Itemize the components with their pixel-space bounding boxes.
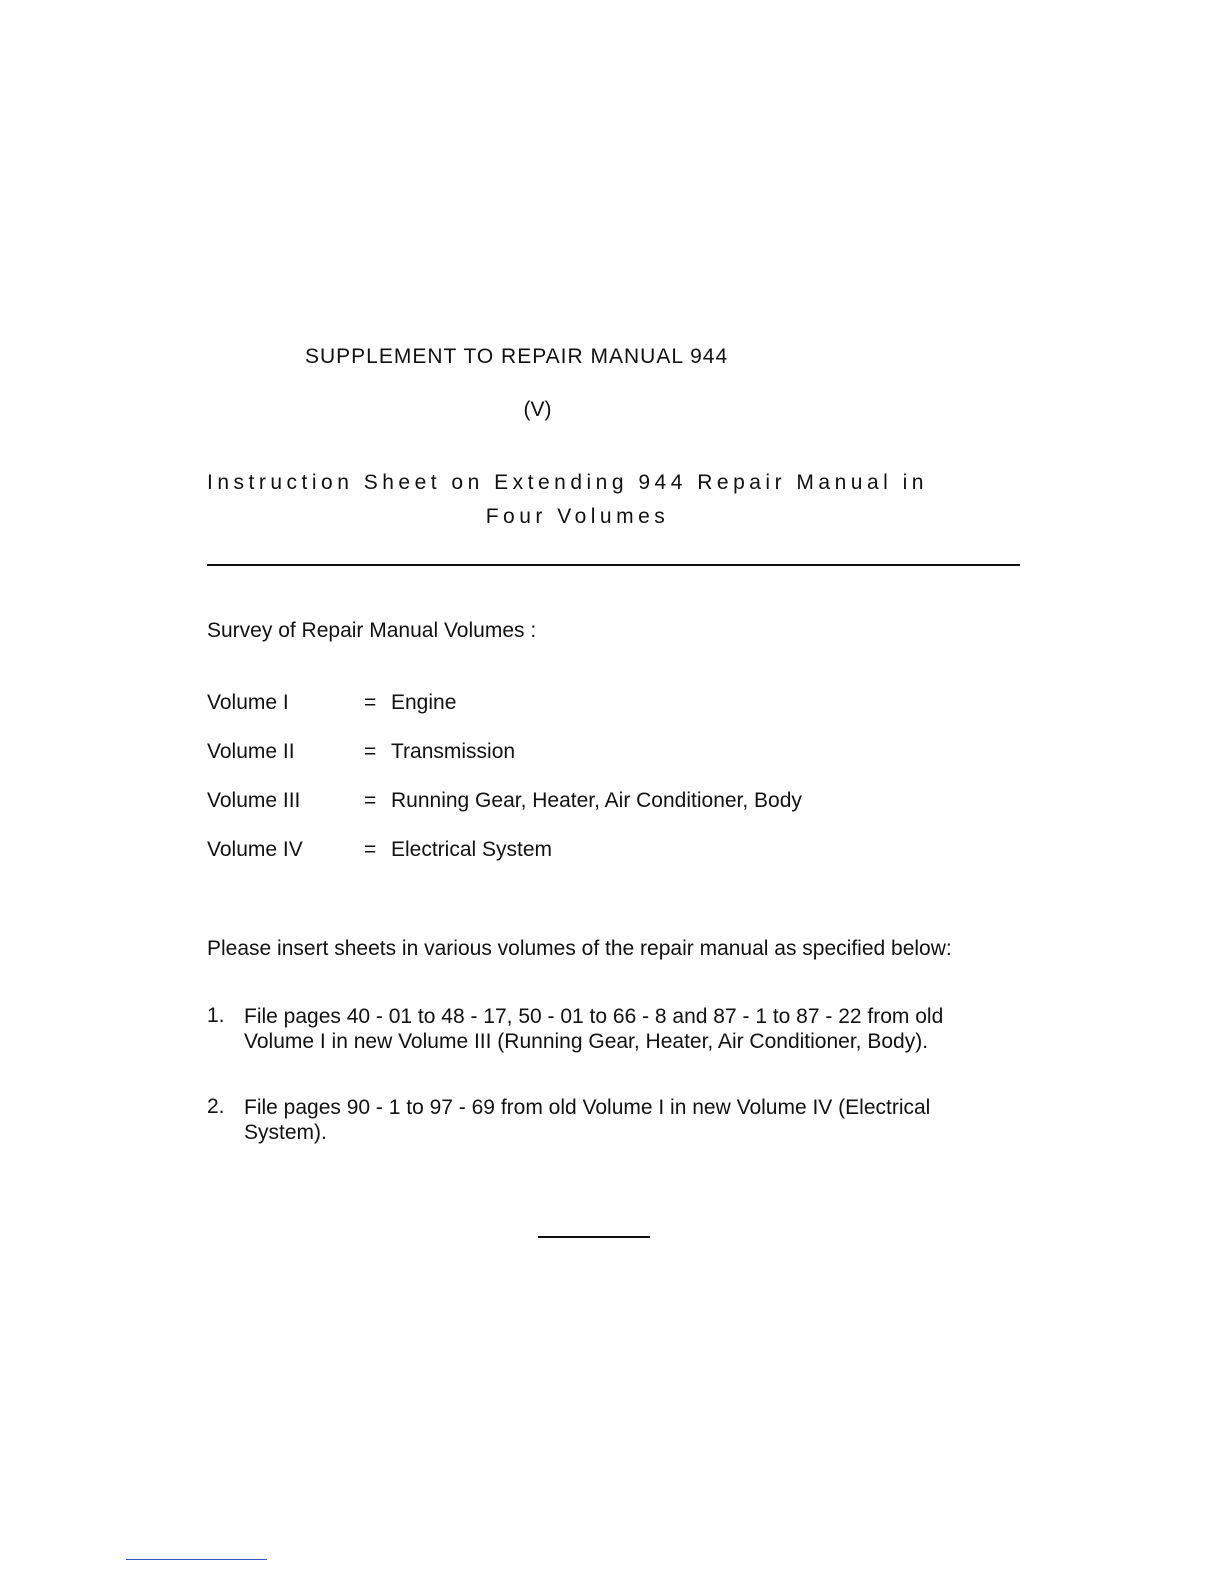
document-title: SUPPLEMENT TO REPAIR MANUAL 944 — [305, 345, 729, 368]
instructions-intro: Please insert sheets in various volumes of the repair manual as specified below: — [207, 937, 952, 960]
volume-equals: = — [364, 691, 377, 714]
instruction-line: File pages 90 - 1 to 97 - 69 from old Volume I in new Volume IV (Electrical — [244, 1096, 931, 1119]
header-divider — [207, 564, 1020, 566]
volume-equals: = — [364, 740, 377, 763]
instruction-text — [244, 1095, 930, 1145]
volume-description: Running Gear, Heater, Air Conditioner, Body — [391, 789, 802, 812]
survey-heading: Survey of Repair Manual Volumes : — [207, 619, 537, 642]
volume-equals: = — [364, 789, 377, 812]
instruction-line: System). — [244, 1121, 327, 1144]
instruction-heading-line1: Instruction Sheet on Extending 944 Repair Manual in — [207, 471, 928, 494]
instruction-number: 2. — [207, 1095, 225, 1118]
instruction-number: 1. — [207, 1004, 225, 1027]
volume-description: Transmission — [391, 740, 516, 763]
instruction-line: Volume I in new Volume III (Running Gear, Heater, Air Conditioner, Body). — [244, 1030, 929, 1053]
volume-equals: = — [364, 838, 377, 861]
footnote-rule — [126, 1559, 267, 1560]
document-subtitle: (V) — [523, 398, 552, 421]
closing-divider — [538, 1236, 650, 1238]
volume-description: Engine — [391, 691, 457, 714]
volume-label: Volume I — [207, 691, 289, 714]
volume-label: Volume IV — [207, 838, 303, 861]
instruction-line: File pages 40 - 01 to 48 - 17, 50 - 01 to 66 - 8 and 87 - 1 to 87 - 22 from old — [244, 1005, 944, 1028]
instruction-text — [244, 1004, 943, 1054]
instruction-heading-line2: Four Volumes — [485, 505, 670, 528]
volume-label: Volume III — [207, 789, 301, 812]
volume-label: Volume II — [207, 740, 295, 763]
volume-description: Electrical System — [391, 838, 553, 861]
